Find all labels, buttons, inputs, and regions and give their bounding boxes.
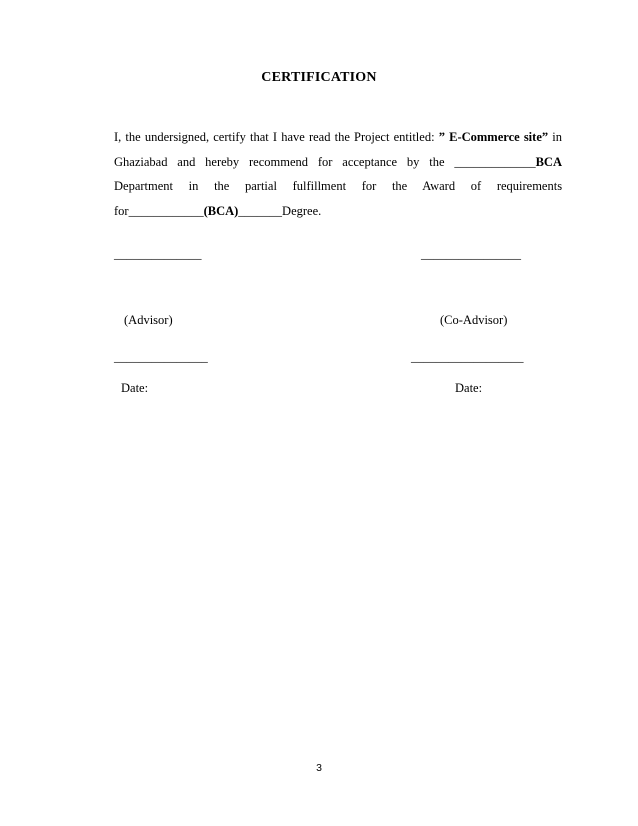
line3-word: partial [245,179,277,193]
line2-word: for [317,155,333,169]
paragraph-line-1-text: I, the undersigned, certify that I have read the Project entitled: [114,130,435,144]
line2-word: hereby [205,155,240,169]
page-number: 3 [316,762,322,774]
line2-word: and [177,155,196,169]
line3-word: Award [422,179,456,193]
line2-word: recommend [249,155,309,169]
line2-word: the [429,155,445,169]
co-advisor-date-line: __________________ [411,350,524,364]
line3-word: requirements [496,179,563,193]
advisor-label: (Advisor) [124,313,173,327]
co-advisor-signature-line: ________________ [421,247,521,261]
degree-name: (BCA) [203,204,239,218]
advisor-signature-line: ______________ [114,247,202,261]
project-title: ” E-Commerce site” [438,130,549,144]
line2-blank [454,155,562,169]
line2-underscores: _____________ [454,155,536,169]
paragraph-line-3 [114,178,562,194]
advisor-date-line: _______________ [114,350,208,364]
line4-start: for____________ [114,204,204,218]
line4-end: _______Degree. [238,204,322,218]
line2-word: acceptance [342,155,398,169]
line3-word: in [188,179,199,193]
line3-word: for [361,179,377,193]
department-name: BCA [535,155,562,169]
co-advisor-label: (Co-Advisor) [440,313,508,327]
paragraph-line-2 [114,154,562,170]
line3-word: of [470,179,482,193]
line3-word: the [391,179,408,193]
paragraph-line-1 [114,129,562,145]
advisor-date-label: Date: [121,381,149,395]
line3-word: Department [114,179,174,193]
line2-word: Ghaziabad [114,155,168,169]
page-title: CERTIFICATION [261,70,377,85]
paragraph-line-1-tail: in [552,130,563,144]
paragraph-line-4 [114,203,562,219]
line3-word: the [214,179,230,193]
line2-word: by [406,155,420,169]
co-advisor-date-label: Date: [455,381,483,395]
line3-word: fulfillment [292,179,347,193]
